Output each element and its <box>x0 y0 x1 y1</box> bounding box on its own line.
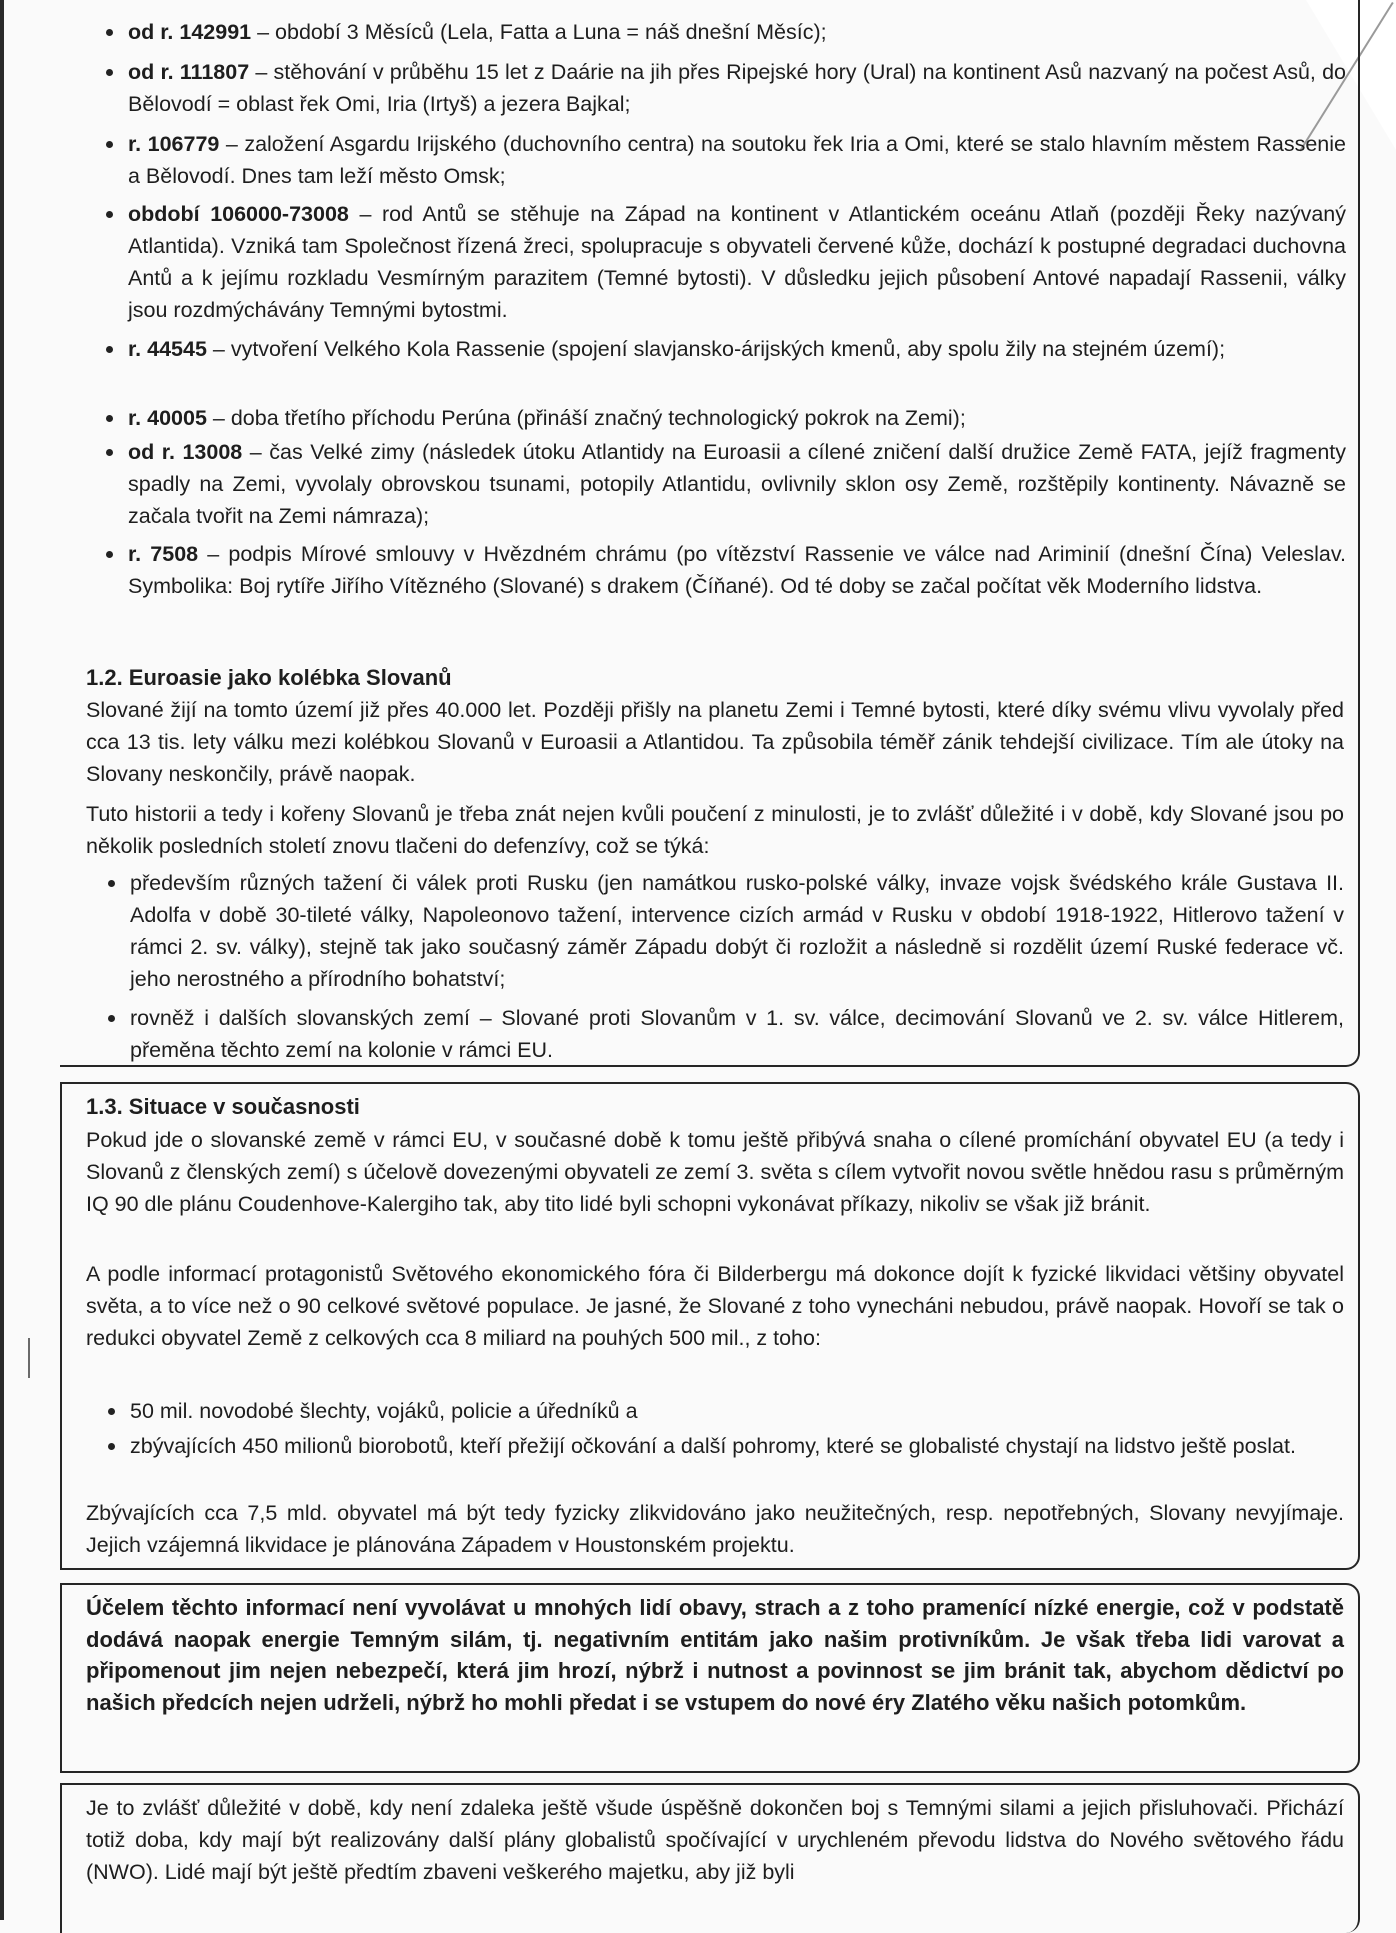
paragraph: Pokud jde o slovanské země v rámci EU, v současné době k tomu ještě přibývá snaha o cílené promíchání obyvatel EU (a tedy i Slovanů z členských zemí) s účelově dovezenými obyvateli ze zemí 3. světa s cílem vytvořit novou světle hnědou rasu s průměrným IQ 90 dle plánu Coudenhove-Kalergiho tak, aby tito lidé byli schopni vykonávat příkazy, nikoliv se však již bránit. <box>86 1128 1344 1216</box>
section-heading: 1.2. Euroasie jako kolébka Slovanů <box>86 665 452 690</box>
timeline-year: od r. 111807 <box>128 60 250 84</box>
bullet-icon <box>106 449 113 456</box>
list-item-text: především různých tažení či válek proti Rusku (jen namátkou rusko-polské války, invaze vojsk švédského krále Gustava II. Adolfa v době 30-tileté války, Napoleonovo tažení, intervence cizích armád v Rusku v období 1918-1922, Hitlerovo tažení v rámci 2. sv. války), stejně tak jako současný záměr Západu dobýt či rozložit a následně si rozdělit území Ruské federace vč. jeho nerostného a přírodního bohatství; <box>130 871 1344 991</box>
list-item <box>128 56 1346 120</box>
timeline-text: podpis Mírové smlouvy v Hvězdném chrámu (po vítězství Rassenie ve válce nad Ariminií (dnešní Čína) Veleslav. Symbolika: Boj rytíře Jiřího Vítězného (Slované) s drakem (Číňané). Od té doby se začal počítat věk Moderního lidstva. <box>128 542 1347 598</box>
list-item <box>128 128 1346 192</box>
timeline-text: doba třetího příchodu Perúna (přináší značný technologický pokrok na Zemi); <box>230 406 966 430</box>
bullet-icon <box>108 1443 115 1450</box>
bullet-icon <box>106 551 113 558</box>
paragraph: Zbývajících cca 7,5 mld. obyvatel má být tedy fyzicky zlikvidováno jako neužitečných, resp. nepotřebných, Slovany nevyjímaje. Jejich vzájemná likvidace je plánována Západem v Houstonském projektu. <box>86 1501 1344 1557</box>
paragraph: Tuto historii a tedy i kořeny Slovanů je třeba znát nejen kvůli poučení z minulosti, je to zvlášť důležité i v době, kdy Slované jsou po několik posledních století znovu tlačeni do defenzívy, což se týká: <box>86 802 1344 858</box>
notice-paragraph: Účelem těchto informací není vyvolávat u mnohých lidí obavy, strach a z toho pramenící nízké energie, což v podstatě dodává naopak energie Temným silám, tj. negativním entitám jako našim protivníkům. Je však třeba lidi varovat a připomenout jim nejen nebezpečí, která jim hrozí, nýbrž i nutnost a povinnost se jim bránit tak, abychom dědictví po našich předcích nejen udrželi, nýbrž ho mohli předat i se vstupem do nové éry Zlatého věku našich potomkům. <box>86 1595 1344 1715</box>
bullet-icon <box>106 69 113 76</box>
list-item-text: zbývajících 450 milionů biorobotů, kteří přežijí očkování a další pohromy, které se globalisté chystají na lidstvo ještě poslat. <box>130 1434 1296 1458</box>
timeline-separator: – <box>219 132 245 156</box>
timeline-separator: – <box>206 406 231 430</box>
list-item <box>128 16 1346 48</box>
page-left-edge <box>0 0 4 1920</box>
list-item <box>130 1395 1344 1427</box>
timeline-year: r. 106779 <box>128 132 220 156</box>
timeline-separator: – <box>249 60 274 84</box>
bullet-icon <box>106 141 113 148</box>
list-item <box>128 333 1346 365</box>
list-item <box>128 538 1346 602</box>
timeline-separator: – <box>251 20 276 44</box>
bullet-icon <box>106 29 113 36</box>
bullet-icon <box>106 346 113 353</box>
bullet-icon <box>108 1408 115 1415</box>
timeline-year: r. 44545 <box>128 337 207 361</box>
timeline-separator: – <box>206 337 231 361</box>
section-heading: 1.3. Situace v současnosti <box>86 1094 360 1119</box>
list-item-text: 50 mil. novodobé šlechty, vojáků, policie a úředníků a <box>130 1399 638 1423</box>
bullet-icon <box>106 211 113 218</box>
timeline-separator: – <box>198 542 229 566</box>
timeline-year: od r. 13008 <box>128 440 243 464</box>
timeline-text: stěhování v průběhu 15 let z Daárie na jih přes Ripejské hory (Ural) na kontinent Asů nazvaný na počest Asů, do Bělovodí = oblast řek Omi, Iria (Irtyš) a jezera Bajkal; <box>128 60 1346 116</box>
timeline-text: vytvoření Velkého Kola Rassenie (spojení slavjansko-árijských kmenů, aby spolu žily na stejném území); <box>230 337 1226 361</box>
list-item-text: rovněž i dalších slovanských zemí – Slované proti Slovanům v 1. sv. válce, decimování Slovanů ve 2. sv. válce Hitlerem, přeměna těchto zemí na kolonie v rámci EU. <box>130 1006 1344 1062</box>
list-item <box>128 198 1346 326</box>
timeline-separator: – <box>242 440 270 464</box>
bullet-icon <box>108 1015 115 1022</box>
timeline-year: od r. 142991 <box>128 20 252 44</box>
list-item <box>130 1002 1344 1066</box>
list-item <box>128 436 1346 532</box>
paragraph: A podle informací protagonistů Světového ekonomického fóra či Bilderbergu má dokonce dojít k fyzické likvidaci většiny obyvatel světa, a to více než o 90 celkové světové populace. Je jasné, že Slované z toho vynecháni nebudou, právě naopak. Hovoří se tak o redukci obyvatel Země z celkových cca 8 miliard na pouhých 500 mil., z toho: <box>86 1262 1344 1350</box>
list-item <box>128 402 1346 434</box>
bullet-icon <box>108 880 115 887</box>
timeline-year: r. 40005 <box>128 406 207 430</box>
paragraph: Slované žijí na tomto území již přes 40.000 let. Později přišly na planetu Zemi i Temné bytosti, které díky svému vlivu vyvolaly před cca 13 tis. lety válku mezi kolébkou Slovanů v Euroasii a Atlantidou. Ta způsobila téměř zánik tehdejší civilizace. Tím ale útoky na Slovany neskončily, právě naopak. <box>86 698 1344 786</box>
timeline-year: r. 7508 <box>128 542 199 566</box>
list-item <box>130 1430 1344 1462</box>
timeline-text: čas Velké zimy (následek útoku Atlantidy na Euroasii a cílené zničení další družice Země FATA, jejíž fragmenty spadly na Zemi, vyvolaly obrovskou tsunami, potopily Atlantidu, ovlivnily sklon osy Země, rozštěpily kontinenty. Návazně se začala tvořit na Zemi námraza); <box>128 440 1346 528</box>
timeline-text: období 3 Měsíců (Lela, Fatta a Luna = náš dnešní Měsíc); <box>275 20 827 44</box>
timeline-separator: – <box>348 202 382 226</box>
timeline-year: období 106000-73008 <box>128 202 349 226</box>
pen-mark <box>28 1338 30 1378</box>
bullet-icon <box>106 415 113 422</box>
timeline-text: založení Asgardu Irijského (duchovního centra) na soutoku řek Iria a Omi, které se stalo hlavním městem Rassenie a Bělovodí. Dnes tam leží město Omsk; <box>128 132 1346 188</box>
closing-paragraph: Je to zvlášť důležité v době, kdy není zdaleka ještě všude úspěšně dokončen boj s Temnými silami a jejich přisluhovači. Přichází totiž doba, kdy mají být realizovány další plány globalistů spočívající v urychleném převodu lidstva do Nového světového řádu (NWO). Lidé mají být ještě předtím zbaveni veškerého majetku, aby již byli <box>86 1796 1344 1884</box>
list-item <box>130 867 1344 995</box>
timeline-text: rod Antů se stěhuje na Západ na kontinent v Atlantickém oceánu Atlaň (později Řeky nazývaný Atlantida). Vzniká tam Společnost řízená žreci, spolupracuje s obyvateli červené kůže, dochází k postupné degradaci duchovna Antů a k jejímu rozkladu Vesmírným parazitem (Temné bytosti). V důsledku jejich působení Antové napadají Rassenii, války jsou rozdmýchávány Temnými bytostmi. <box>128 202 1346 322</box>
